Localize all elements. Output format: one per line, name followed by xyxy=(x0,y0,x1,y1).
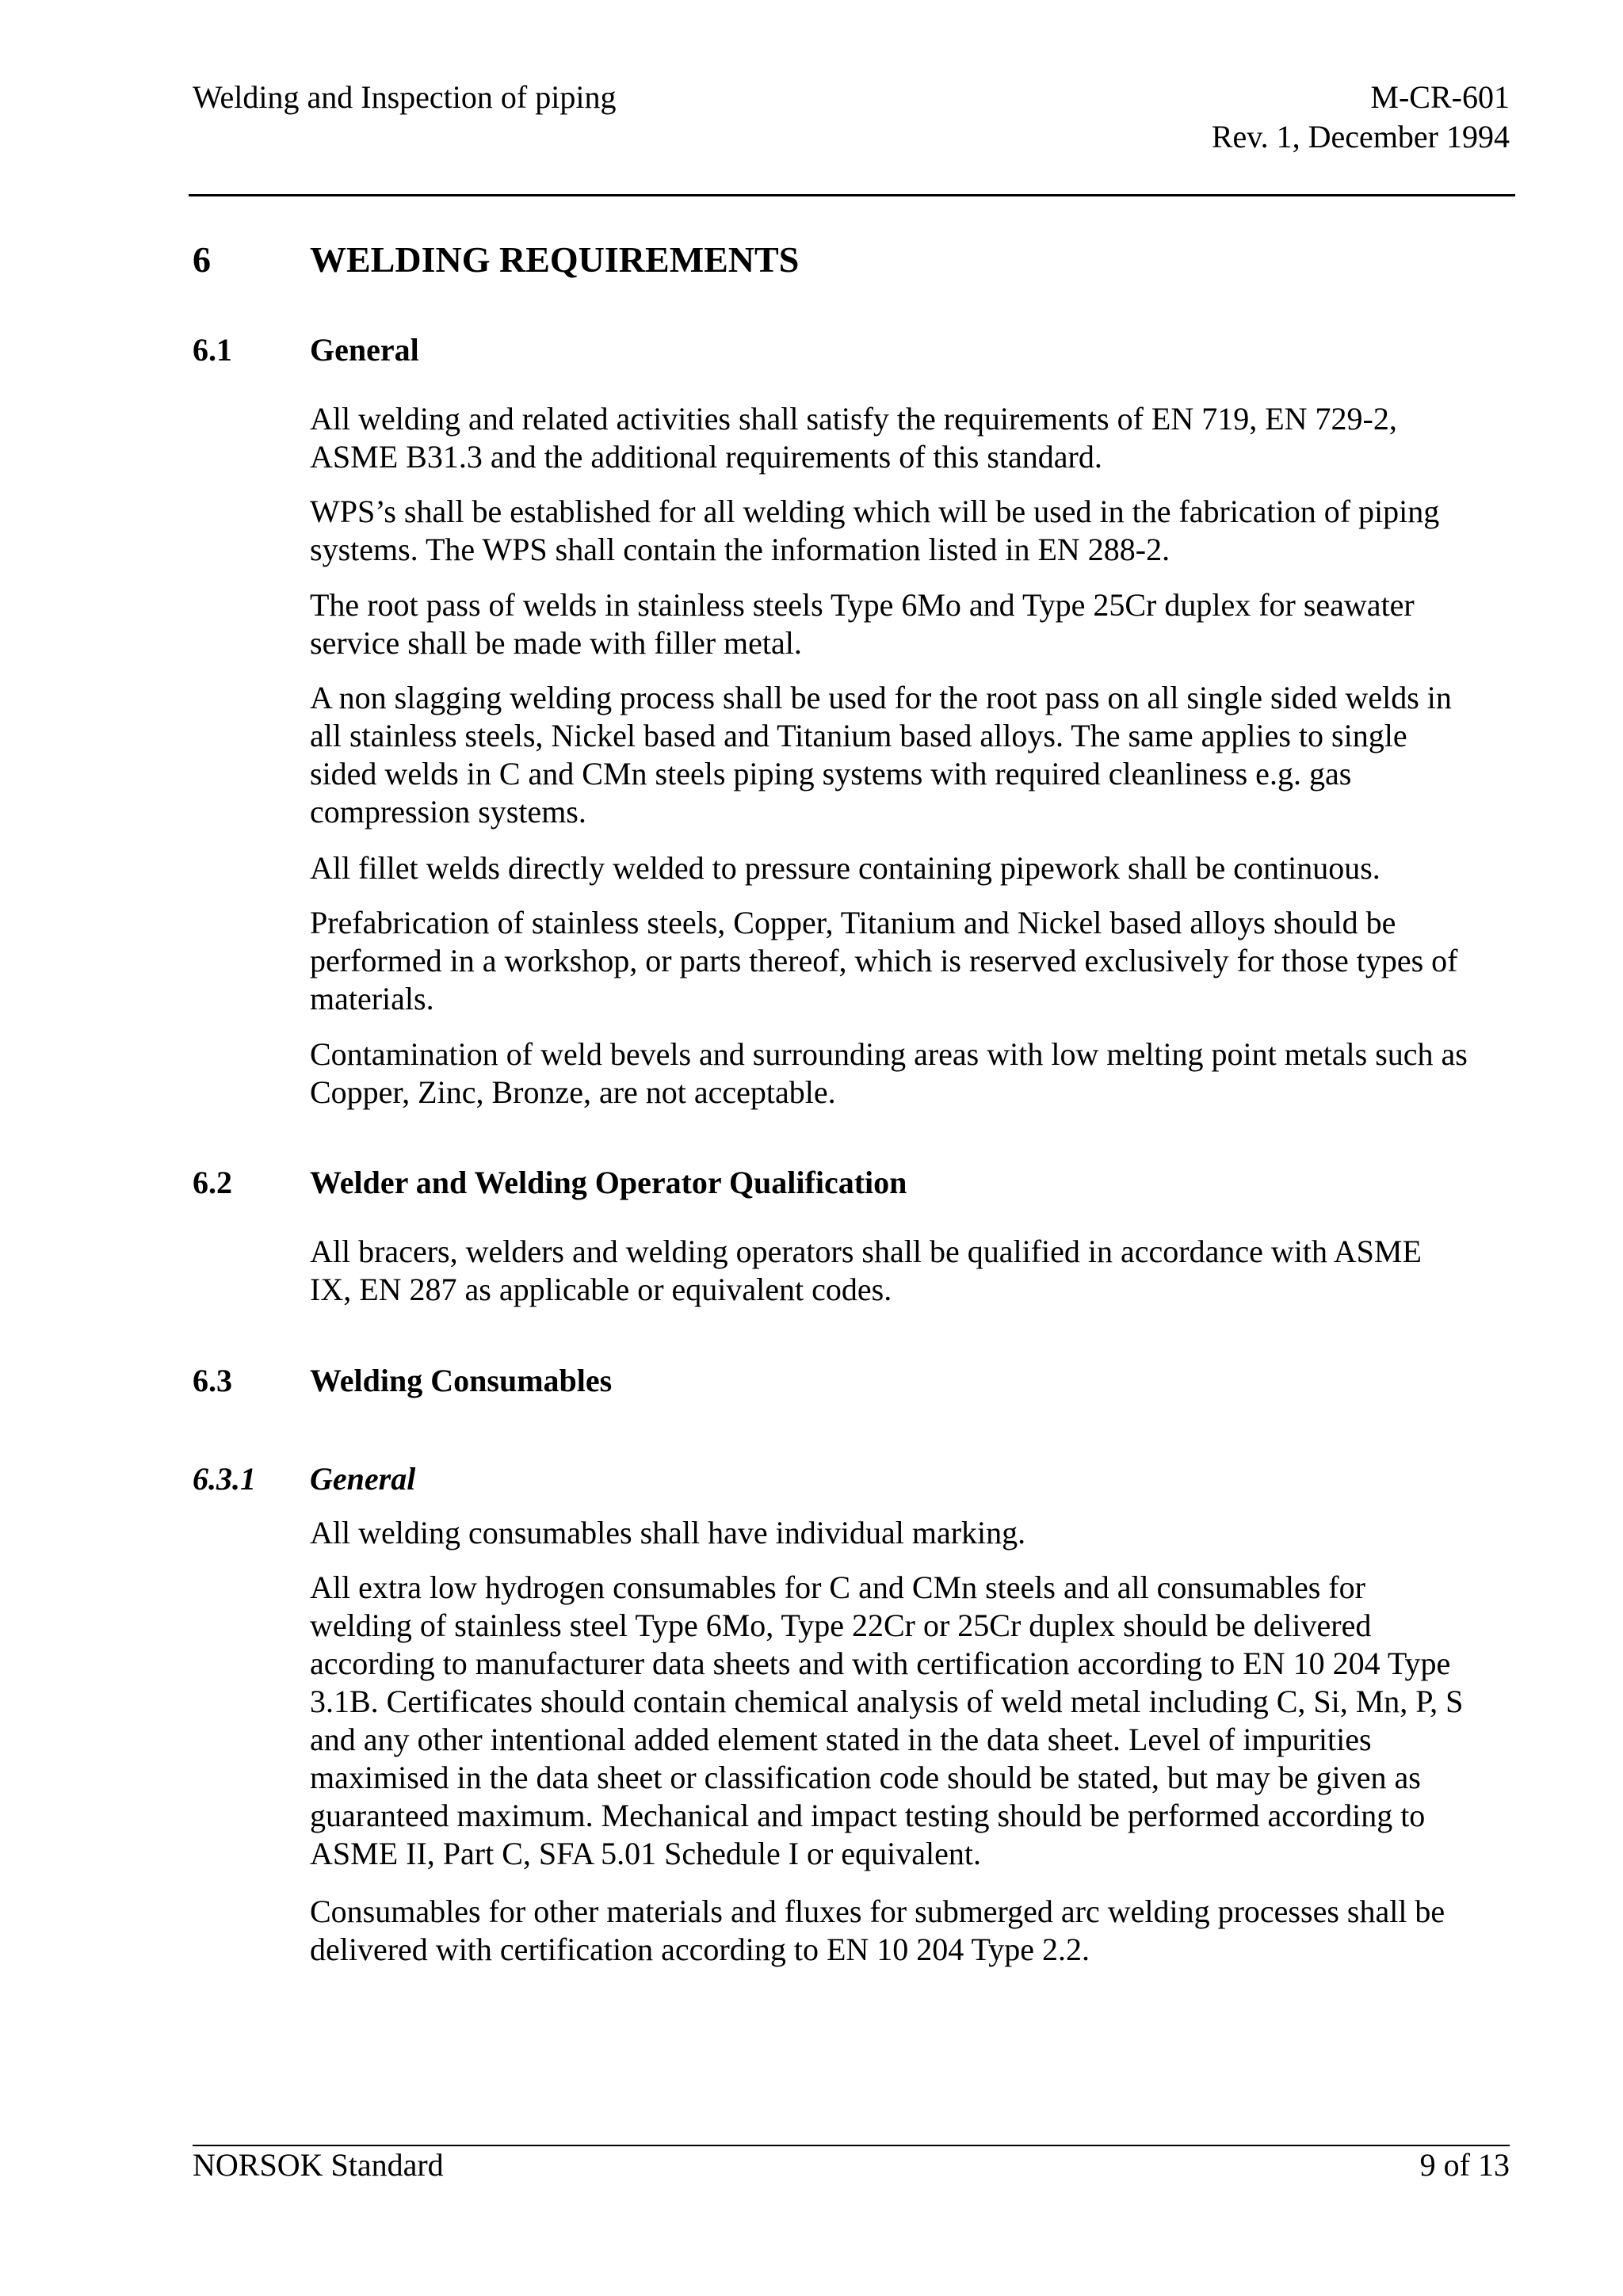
text-line: All fillet welds directly welded to pressure containing pipework shall be continuous. xyxy=(310,850,1381,886)
paragraph xyxy=(310,1035,1514,1112)
paragraph xyxy=(310,1514,1514,1552)
text-line: All welding and related activities shall satisfy the requirements of EN 719, EN 729-2, xyxy=(310,401,1397,437)
page-number: 9 of 13 xyxy=(1419,2147,1510,2183)
text-line: Consumables for other materials and fluxes for submerged arc welding processes shall be xyxy=(310,1894,1445,1929)
footer-standard-name: NORSOK Standard xyxy=(193,2147,444,2183)
header-divider xyxy=(189,194,1515,196)
paragraph xyxy=(310,493,1514,569)
paragraph xyxy=(310,400,1514,476)
text-line: welding of stainless steel Type 6Mo, Type 22Cr or 25Cr duplex should be delivered xyxy=(310,1608,1372,1643)
text-line: IX, EN 287 as applicable or equivalent codes. xyxy=(310,1272,892,1307)
text-line: WPS’s shall be established for all welding which will be used in the fabrication of piping xyxy=(310,494,1440,529)
text-line: materials. xyxy=(310,981,434,1016)
text-line: ASME II, Part C, SFA 5.01 Schedule I or equivalent. xyxy=(310,1836,981,1871)
text-line: Prefabrication of stainless steels, Copper, Titanium and Nickel based alloys should be xyxy=(310,905,1396,940)
text-line: according to manufacturer data sheets and with certification according to EN 10 204 Type xyxy=(310,1646,1451,1681)
text-line: All bracers, welders and welding operators shall be qualified in accordance with ASME xyxy=(310,1234,1422,1269)
text-line: sided welds in C and CMn steels piping systems with required cleanliness e.g. gas xyxy=(310,756,1352,791)
subsection-number: 6.3 xyxy=(193,1363,232,1398)
text-line: service shall be made with filler metal. xyxy=(310,625,802,661)
subsection-number: 6.1 xyxy=(193,332,232,368)
subsection-title: Welder and Welding Operator Qualification xyxy=(310,1165,907,1200)
paragraph xyxy=(310,1893,1514,1969)
text-line: All welding consumables shall have individual marking. xyxy=(310,1515,1026,1550)
subsection-title: General xyxy=(310,332,419,368)
subsection-title: Welding Consumables xyxy=(310,1363,613,1398)
text-line: maximised in the data sheet or classification code should be stated, but may be given as xyxy=(310,1760,1421,1795)
text-line: performed in a workshop, or parts thereof, which is reserved exclusively for those types of xyxy=(310,943,1458,978)
section-number: 6 xyxy=(193,239,211,280)
text-line: The root pass of welds in stainless steels Type 6Mo and Type 25Cr duplex for seawater xyxy=(310,587,1415,623)
subsection-number: 6.2 xyxy=(193,1165,232,1200)
text-line: and any other intentional added element stated in the data sheet. Level of impurities xyxy=(310,1722,1372,1757)
header-doc-info xyxy=(1212,78,1510,157)
text-line: ASME B31.3 and the additional requirements of this standard. xyxy=(310,439,1102,475)
text-line: 3.1B. Certificates should contain chemical analysis of weld metal including C, Si, Mn, P, S xyxy=(310,1684,1464,1719)
paragraph xyxy=(310,1233,1514,1309)
text-line: All extra low hydrogen consumables for C and CMn steels and all consumables for xyxy=(310,1569,1365,1605)
paragraph xyxy=(310,1569,1514,1873)
subsubsection-number: 6.3.1 xyxy=(193,1461,256,1497)
paragraph xyxy=(310,904,1514,1018)
text-line: Contamination of weld bevels and surrounding areas with low melting point metals such as xyxy=(310,1036,1468,1072)
text-line: systems. The WPS shall contain the information listed in EN 288-2. xyxy=(310,532,1170,567)
text-line: all stainless steels, Nickel based and Titanium based alloys. The same applies to single xyxy=(310,718,1407,753)
subsubsection-title: General xyxy=(310,1461,416,1497)
header-doc-number: M-CR-601 xyxy=(1370,79,1510,115)
text-line: guaranteed maximum. Mechanical and impact testing should be performed according to xyxy=(310,1798,1426,1833)
header-title: Welding and Inspection of piping xyxy=(193,79,617,115)
section-title: WELDING REQUIREMENTS xyxy=(310,239,800,280)
header-revision: Rev. 1, December 1994 xyxy=(1211,119,1510,154)
text-line: A non slagging welding process shall be used for the root pass on all single sided welds in xyxy=(310,680,1452,715)
paragraph xyxy=(310,849,1514,887)
paragraph xyxy=(310,586,1514,662)
text-line: delivered with certification according to EN 10 204 Type 2.2. xyxy=(310,1932,1090,1967)
text-line: compression systems. xyxy=(310,794,586,830)
paragraph xyxy=(310,679,1514,831)
text-line: Copper, Zinc, Bronze, are not acceptable. xyxy=(310,1074,836,1110)
